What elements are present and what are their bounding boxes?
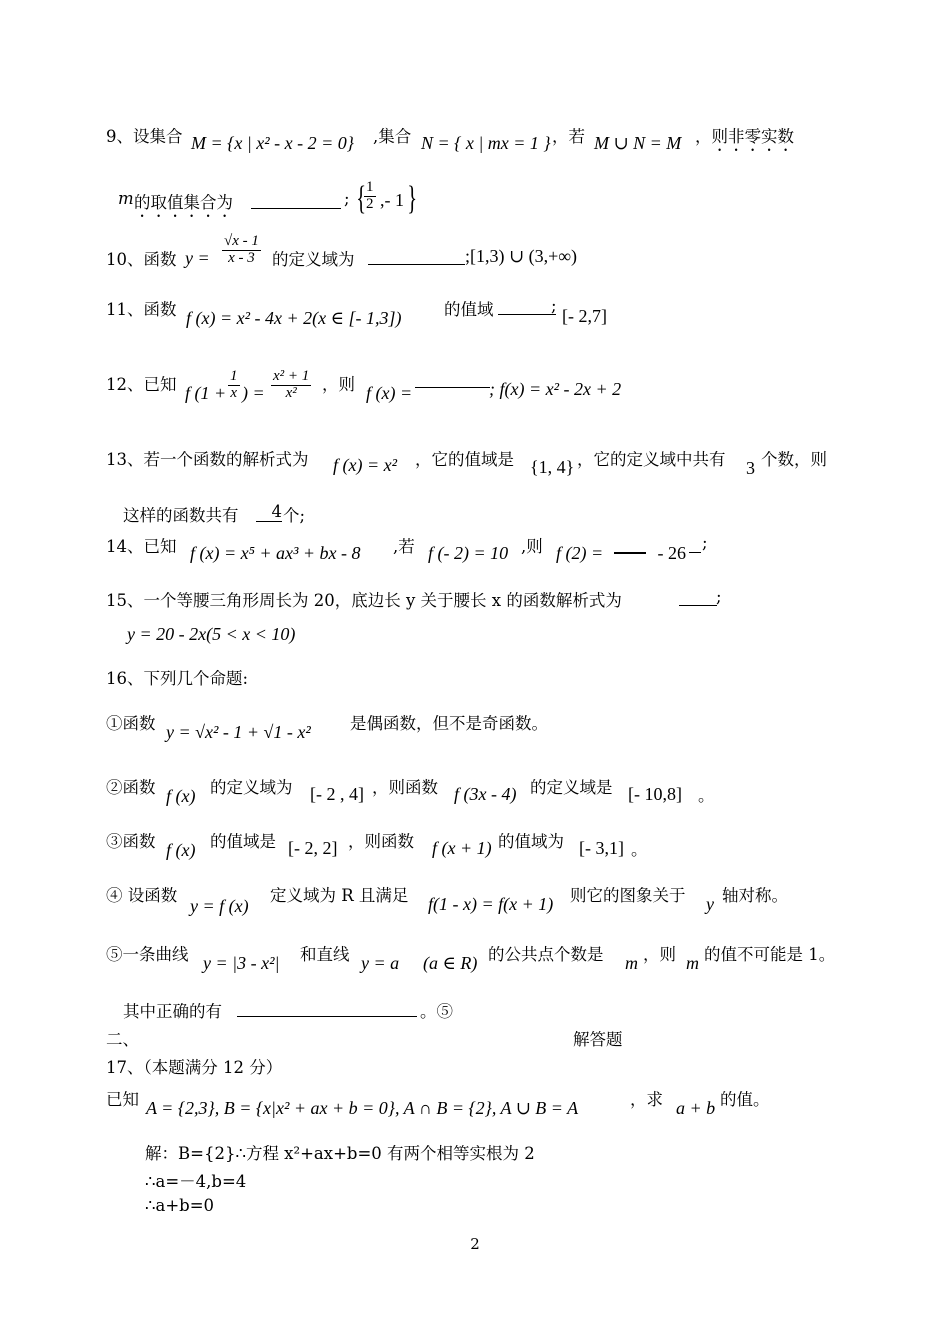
q16-title: 16、下列几个命题:: [106, 669, 249, 688]
q16-p5-pre: ⑤一条曲线: [106, 945, 189, 964]
q16-p5-then: ，则: [643, 945, 676, 964]
q16-p5-m: m: [625, 953, 638, 973]
q16-p3-range: [- 2, 2]: [288, 838, 338, 858]
q9-answer-brace-left: {: [356, 180, 367, 217]
q10-fraction: $\frac{√x - 1}{x - 3}$: [224, 233, 259, 266]
q14-ask: f (2) =: [556, 543, 604, 563]
q16-p2-dom: [- 2 , 4]: [310, 784, 364, 804]
q12-label: 12、已知: [106, 375, 177, 394]
q9-set-m: M = {x | x² - x - 2 = 0}: [191, 133, 354, 153]
question-15-line-1: [0, 583, 950, 623]
section-number: 二、: [106, 1030, 139, 1049]
q11-func: f (x) = x² - 4x + 2(x ∈ [- 1,3]): [186, 308, 402, 328]
q16-p5-m2: m: [686, 953, 699, 973]
q13-line2-answer: 4: [256, 502, 282, 522]
question-9-line-2: [0, 180, 950, 230]
q12-lhs-fraction: $\frac{1}{x}$: [230, 368, 238, 401]
q16-p4-end: 轴对称。: [722, 886, 788, 905]
q11-semicolon: ;: [551, 296, 557, 315]
q12-then: ，则: [322, 375, 355, 394]
q13-count: 3: [746, 458, 755, 478]
q9-mid-text: ,集合: [373, 127, 412, 146]
q16-p2-dom2: [- 10,8]: [628, 784, 682, 804]
q16-p3-mid: 的值域是: [210, 832, 276, 851]
q11-text: 的值域: [444, 300, 494, 319]
q16-p4-pre: ④ 设函数: [106, 886, 178, 905]
q16-p2-mid: 的定义域为: [210, 778, 293, 797]
q14-end: ;: [702, 533, 708, 552]
q16-p2-end: 。: [698, 786, 715, 805]
q16-summary-blank: [237, 998, 417, 1017]
q16-p4-mid: 定义域为 R 且满足: [270, 886, 409, 905]
q16-p3-end: 。: [631, 840, 648, 859]
question-16-item-2: [0, 772, 950, 812]
q9-if-text: ，若: [552, 127, 585, 146]
q16-p1-func: y = √x² - 1 + √1 - x²: [166, 722, 311, 742]
q16-p5-mid2: 的公共点个数是: [488, 945, 604, 964]
page-number: 2: [470, 1235, 480, 1253]
q16-p2-f: f (x): [166, 786, 196, 806]
q13-label: 13、若一个函数的解析式为: [106, 450, 309, 469]
question-17-statement: [0, 1084, 950, 1124]
q10-func-lhs: y =: [185, 248, 210, 268]
q16-p3-range2: [- 3,1]: [579, 838, 624, 858]
q17-target: a + b: [676, 1098, 716, 1118]
q14-cond: f (- 2) = 10: [428, 543, 509, 563]
q14-label: 14、已知: [106, 537, 177, 556]
section-title: 解答题: [573, 1030, 623, 1049]
q16-p3-mid2: 的值域为: [498, 832, 564, 851]
q14-answer-tail: [689, 541, 701, 553]
q17-ask: ，求: [630, 1090, 663, 1109]
q10-text: 的定义域为: [272, 250, 355, 269]
q15-answer-blank: [679, 587, 717, 606]
q14-answer-dash: [614, 541, 646, 554]
q14-if: ,若: [393, 537, 415, 556]
q11-answer-blank: [498, 296, 556, 315]
q16-p3-then: ，则函数: [348, 832, 414, 851]
q9-line2-text: 的取值集合为: [134, 193, 233, 212]
q16-p5-mid: 和直线: [300, 945, 350, 964]
q17-sol3: ∴a+b=0: [145, 1196, 215, 1215]
q17-title: 17、（本题满分 12 分）: [106, 1058, 283, 1077]
q12-lhs-post: ) =: [242, 383, 265, 403]
q9-answer-brace-right: }: [407, 180, 418, 217]
question-16-item-1: [0, 706, 950, 752]
q10-answer: ;[1,3) ∪ (3,+∞): [465, 246, 578, 266]
q14-func: f (x) = x⁵ + ax³ + bx - 8: [190, 543, 361, 563]
q12-answer: ; f(x) = x² - 2x + 2: [489, 379, 622, 399]
q16-p1-post: 是偶函数，但不是奇函数。: [350, 714, 548, 733]
question-9-line-1: [0, 117, 950, 157]
question-16-title: [0, 661, 950, 701]
q16-p2-g: f (3x - 4): [454, 784, 517, 804]
q9-then-text: ，则非零实数: [695, 127, 794, 146]
q9-set-n: N = { x | mx = 1 }: [421, 133, 551, 153]
q15-answer: y = 20 - 2x(5 < x < 10): [127, 624, 296, 644]
question-14: [0, 533, 950, 573]
q13-func: f (x) = x²: [333, 455, 398, 475]
q16-p3-f: f (x): [166, 840, 196, 860]
q14-answer: - 26: [657, 543, 686, 563]
question-11: [0, 294, 950, 334]
question-15-line-2: [0, 618, 950, 658]
q10-label: 10、函数: [106, 250, 177, 269]
q15-end: ;: [716, 587, 722, 606]
question-16-item-4: [0, 880, 950, 920]
q16-p5-end: 的值不可能是 1。: [704, 945, 836, 964]
q16-summary-pre: 其中正确的有: [123, 1002, 222, 1021]
q16-p4-mid2: 则它的图象关于: [570, 886, 686, 905]
question-16-item-3: [0, 826, 950, 866]
q17-sol1: 解：B={2}∴方程 x²+ax+b=0 有两个相等实根为 2: [145, 1144, 535, 1163]
q16-p5-curve: y = |3 - x²|: [203, 953, 280, 973]
q10-answer-blank: [368, 246, 465, 265]
question-17-solution-3: [0, 1190, 950, 1230]
q13-range-text: ，它的值域是: [415, 450, 514, 469]
q11-answer: [- 2,7]: [562, 306, 607, 326]
q16-p3-g: f (x + 1): [432, 838, 492, 858]
q17-sol2: ∴a=－4,b=4: [145, 1172, 247, 1191]
q13-tail: 个数，则: [761, 450, 827, 469]
q9-union: M ∪ N = M: [594, 133, 682, 153]
q17-expr: A = {2,3}, B = {x|x² + ax + b = 0}, A ∩ B = {2}, A ∪ B = A: [146, 1098, 579, 1118]
q16-p2-then: ，则函数: [372, 778, 438, 797]
question-10: [0, 234, 950, 282]
q14-then: ,则: [521, 537, 543, 556]
q16-summary-post: 。⑤: [420, 1002, 453, 1021]
q16-p5-cond: (a ∈ R): [423, 953, 478, 973]
q15-text: 15、一个等腰三角形周长为 20，底边长 y 关于腰长 x 的函数解析式为: [106, 591, 622, 610]
q16-p3-pre: ③函数: [106, 832, 156, 851]
q9-answer-rest: ,- 1: [380, 190, 404, 210]
question-12: [0, 365, 950, 421]
q13-line2-post: 个;: [283, 506, 306, 525]
q12-lhs-pre: f (1 +: [185, 383, 227, 403]
q16-p4-cond: f(1 - x) = f(x + 1): [428, 894, 554, 914]
q17-end: 的值。: [720, 1090, 770, 1109]
q12-answer-blank: [415, 369, 490, 388]
q9-label: 9、设集合: [106, 127, 183, 146]
q16-p1-pre: ①函数: [106, 714, 156, 733]
q13-line2-pre: 这样的函数共有: [123, 506, 239, 525]
question-13-line-2: [0, 498, 950, 538]
question-16-item-5: [0, 939, 950, 979]
q16-p4-axis: y: [706, 894, 714, 914]
q12-ask: f (x) =: [366, 383, 413, 403]
q9-answer-blank: [251, 190, 341, 209]
q16-p4-f: y = f (x): [190, 896, 249, 916]
q17-given: 已知: [106, 1090, 139, 1109]
q13-domain-text: ，它的定义域中共有: [577, 450, 726, 469]
q13-range: {1, 4}: [530, 457, 575, 477]
question-13-line-1: [0, 440, 950, 480]
q9-semicolon: ;: [344, 189, 350, 208]
q9-var-m: m: [118, 189, 134, 208]
q11-label: 11、函数: [106, 300, 177, 319]
q9-answer-fraction: $\frac{1}{2}$: [366, 179, 374, 212]
q16-p2-mid2: 的定义域是: [530, 778, 613, 797]
q12-rhs-fraction: $\frac{\text{x² + 1}}{\text{x²}}$: [273, 368, 310, 401]
q16-p5-line: y = a: [361, 953, 400, 973]
q16-p2-pre: ②函数: [106, 778, 156, 797]
